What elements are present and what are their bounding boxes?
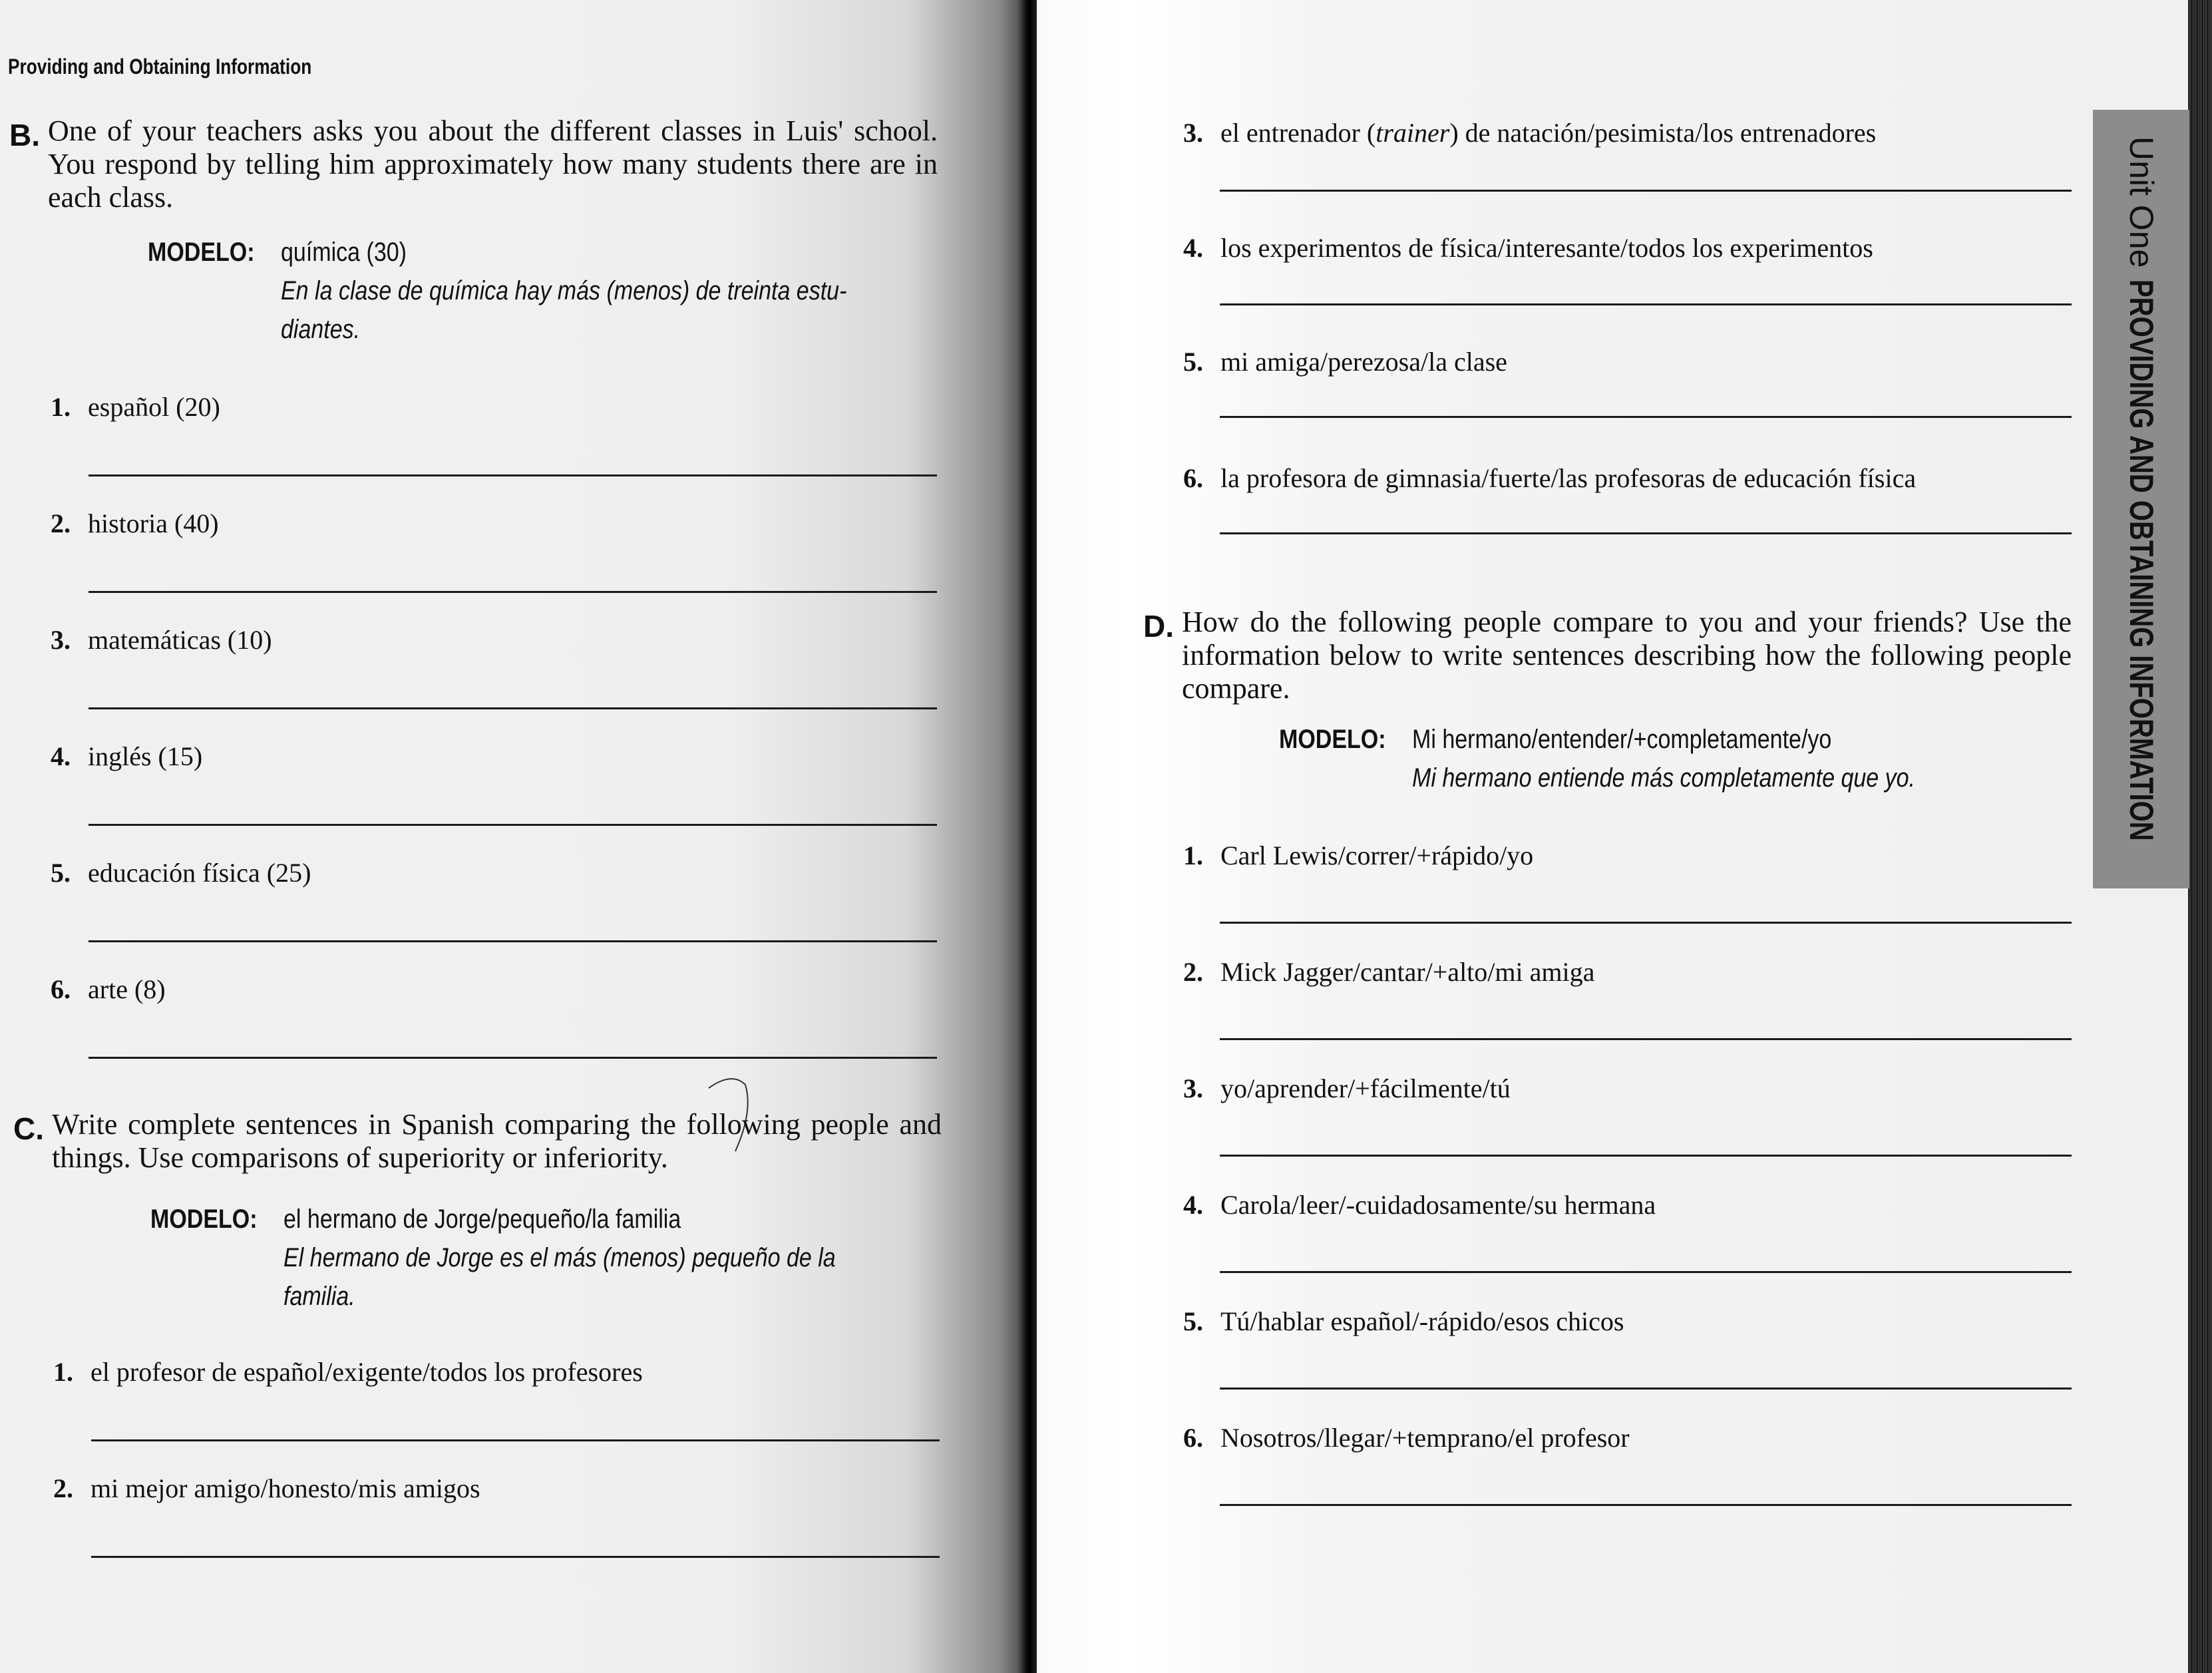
item-number: 1. bbox=[1183, 840, 1203, 870]
answer-line[interactable] bbox=[89, 474, 937, 476]
answer-line[interactable] bbox=[1220, 1155, 2072, 1157]
modelo-answer-cont: familia. bbox=[283, 1282, 355, 1311]
modelo-c bbox=[150, 1200, 949, 1326]
item-text: Tú/hablar español/-rápido/esos chicos bbox=[1220, 1306, 1624, 1336]
item-text: mi mejor amigo/honesto/mis amigos bbox=[91, 1473, 480, 1503]
page-edge bbox=[2188, 0, 2212, 1673]
answer-line[interactable] bbox=[89, 591, 937, 593]
section-instructions: How do the following people compare to you and your friends? Use the information below to write sentences describing how the following people compare. bbox=[1182, 606, 2072, 705]
section-letter: B. bbox=[9, 118, 40, 152]
modelo-answer: En la clase de química hay más (menos) de treinta estu- bbox=[281, 276, 847, 305]
exercise-item bbox=[1183, 1189, 1656, 1220]
modelo-label: MODELO: bbox=[150, 1205, 258, 1234]
item-number: 1. bbox=[53, 1357, 73, 1387]
answer-line[interactable] bbox=[1220, 190, 2072, 192]
modelo-label: MODELO: bbox=[1279, 725, 1386, 754]
exercise-item bbox=[1183, 1073, 1511, 1104]
exercise-item bbox=[51, 624, 272, 655]
exercise-item bbox=[51, 508, 219, 539]
modelo-b bbox=[148, 233, 946, 359]
exercise-item bbox=[1183, 232, 1873, 264]
section-d bbox=[1143, 606, 2072, 705]
item-text-cont: ) de natación/pesimista/los entrenadores bbox=[1449, 118, 1877, 148]
modelo-prompt: Mi hermano/entender/+completamente/yo bbox=[1412, 725, 1832, 754]
answer-line[interactable] bbox=[1220, 922, 2072, 924]
section-letter: C. bbox=[13, 1111, 44, 1146]
exercise-item bbox=[53, 1473, 480, 1504]
answer-line[interactable] bbox=[1220, 416, 2072, 418]
answer-line[interactable] bbox=[91, 1439, 940, 1441]
item-text: educación física (25) bbox=[88, 858, 311, 888]
item-text-italic: trainer bbox=[1376, 118, 1450, 148]
item-number: 5. bbox=[51, 858, 71, 888]
answer-line[interactable] bbox=[1220, 1271, 2072, 1273]
item-number: 5. bbox=[1183, 1306, 1203, 1336]
item-text: el entrenador ( bbox=[1220, 118, 1376, 148]
answer-line[interactable] bbox=[1220, 532, 2072, 534]
item-text: Nosotros/llegar/+temprano/el profesor bbox=[1220, 1423, 1630, 1453]
item-text: Carola/leer/-cuidadosamente/su hermana bbox=[1220, 1190, 1656, 1220]
item-text: mi amiga/perezosa/la clase bbox=[1220, 347, 1507, 377]
exercise-item bbox=[51, 974, 166, 1005]
item-number: 4. bbox=[1183, 233, 1203, 263]
exercise-item bbox=[1183, 956, 1594, 988]
item-text: Mick Jagger/cantar/+alto/mi amiga bbox=[1220, 957, 1595, 987]
modelo-prompt: el hermano de Jorge/pequeño/la familia bbox=[283, 1205, 681, 1234]
modelo-label: MODELO: bbox=[148, 238, 255, 267]
item-text: Carl Lewis/correr/+rápido/yo bbox=[1220, 840, 1534, 870]
side-tab-label bbox=[2122, 136, 2161, 982]
exercise-item bbox=[1183, 346, 1507, 377]
item-number: 2. bbox=[51, 508, 71, 538]
answer-line[interactable] bbox=[89, 1057, 937, 1059]
modelo-d bbox=[1279, 720, 2078, 807]
section-c bbox=[13, 1108, 942, 1175]
modelo-answer: El hermano de Jorge es el más (menos) pequeño de la bbox=[283, 1243, 836, 1272]
item-text: los experimentos de física/interesante/todos los experimentos bbox=[1220, 233, 1873, 263]
modelo-answer: Mi hermano entiende más completamente que yo. bbox=[1412, 763, 1915, 793]
answer-line[interactable] bbox=[89, 940, 937, 942]
section-letter: D. bbox=[1143, 609, 1174, 644]
running-head: Providing and Obtaining Information bbox=[8, 55, 312, 79]
section-b bbox=[9, 114, 938, 214]
exercise-item bbox=[1183, 117, 1876, 148]
item-number: 4. bbox=[51, 741, 71, 771]
item-number: 3. bbox=[51, 625, 71, 655]
side-tab-unit: Unit One bbox=[2122, 136, 2160, 268]
exercise-item bbox=[1183, 1306, 1624, 1337]
item-text: el profesor de español/exigente/todos los profesores bbox=[91, 1357, 643, 1387]
item-number: 5. bbox=[1183, 347, 1203, 377]
answer-line[interactable] bbox=[1220, 1504, 2072, 1506]
item-number: 3. bbox=[1183, 1073, 1203, 1103]
item-text: inglés (15) bbox=[88, 741, 203, 771]
item-number: 6. bbox=[51, 974, 71, 1004]
item-text: la profesora de gimnasia/fuerte/las profesoras de educación física bbox=[1220, 463, 1917, 493]
answer-line[interactable] bbox=[89, 824, 937, 826]
book-spine bbox=[1018, 0, 1037, 1673]
answer-line[interactable] bbox=[89, 707, 937, 709]
item-number: 1. bbox=[51, 392, 71, 422]
item-text: historia (40) bbox=[88, 508, 219, 538]
modelo-answer-cont: diantes. bbox=[281, 315, 361, 344]
exercise-item bbox=[1183, 1422, 1630, 1453]
section-instructions: One of your teachers asks you about the different classes in Luis' school. You respond by telling him approximately how many students there are in each class. bbox=[48, 114, 938, 214]
section-instructions: Write complete sentences in Spanish comparing the following people and things. Use comparisons of superiority or inferiority. bbox=[52, 1108, 942, 1174]
item-number: 4. bbox=[1183, 1190, 1203, 1220]
item-text: yo/aprender/+fácilmente/tú bbox=[1220, 1073, 1511, 1103]
modelo-prompt: química (30) bbox=[281, 238, 407, 267]
answer-line[interactable] bbox=[1220, 1038, 2072, 1040]
answer-line[interactable] bbox=[1220, 303, 2072, 305]
exercise-item bbox=[51, 391, 220, 423]
item-text: arte (8) bbox=[88, 974, 166, 1004]
item-text: matemáticas (10) bbox=[88, 625, 272, 655]
item-number: 2. bbox=[1183, 957, 1203, 987]
item-number: 6. bbox=[1183, 1423, 1203, 1453]
item-number: 6. bbox=[1183, 463, 1203, 493]
item-number: 3. bbox=[1183, 118, 1203, 148]
side-tab-title: PROVIDING AND OBTAINING INFORMATION bbox=[2122, 279, 2160, 842]
exercise-item bbox=[1183, 463, 1916, 494]
exercise-item bbox=[51, 741, 202, 772]
exercise-item bbox=[51, 857, 311, 888]
item-number: 2. bbox=[53, 1473, 73, 1503]
unit-side-tab bbox=[2093, 110, 2189, 888]
item-text: español (20) bbox=[88, 392, 220, 422]
answer-line[interactable] bbox=[1220, 1388, 2072, 1390]
answer-line[interactable] bbox=[91, 1556, 940, 1558]
exercise-item bbox=[1183, 840, 1533, 871]
exercise-item bbox=[53, 1356, 643, 1388]
